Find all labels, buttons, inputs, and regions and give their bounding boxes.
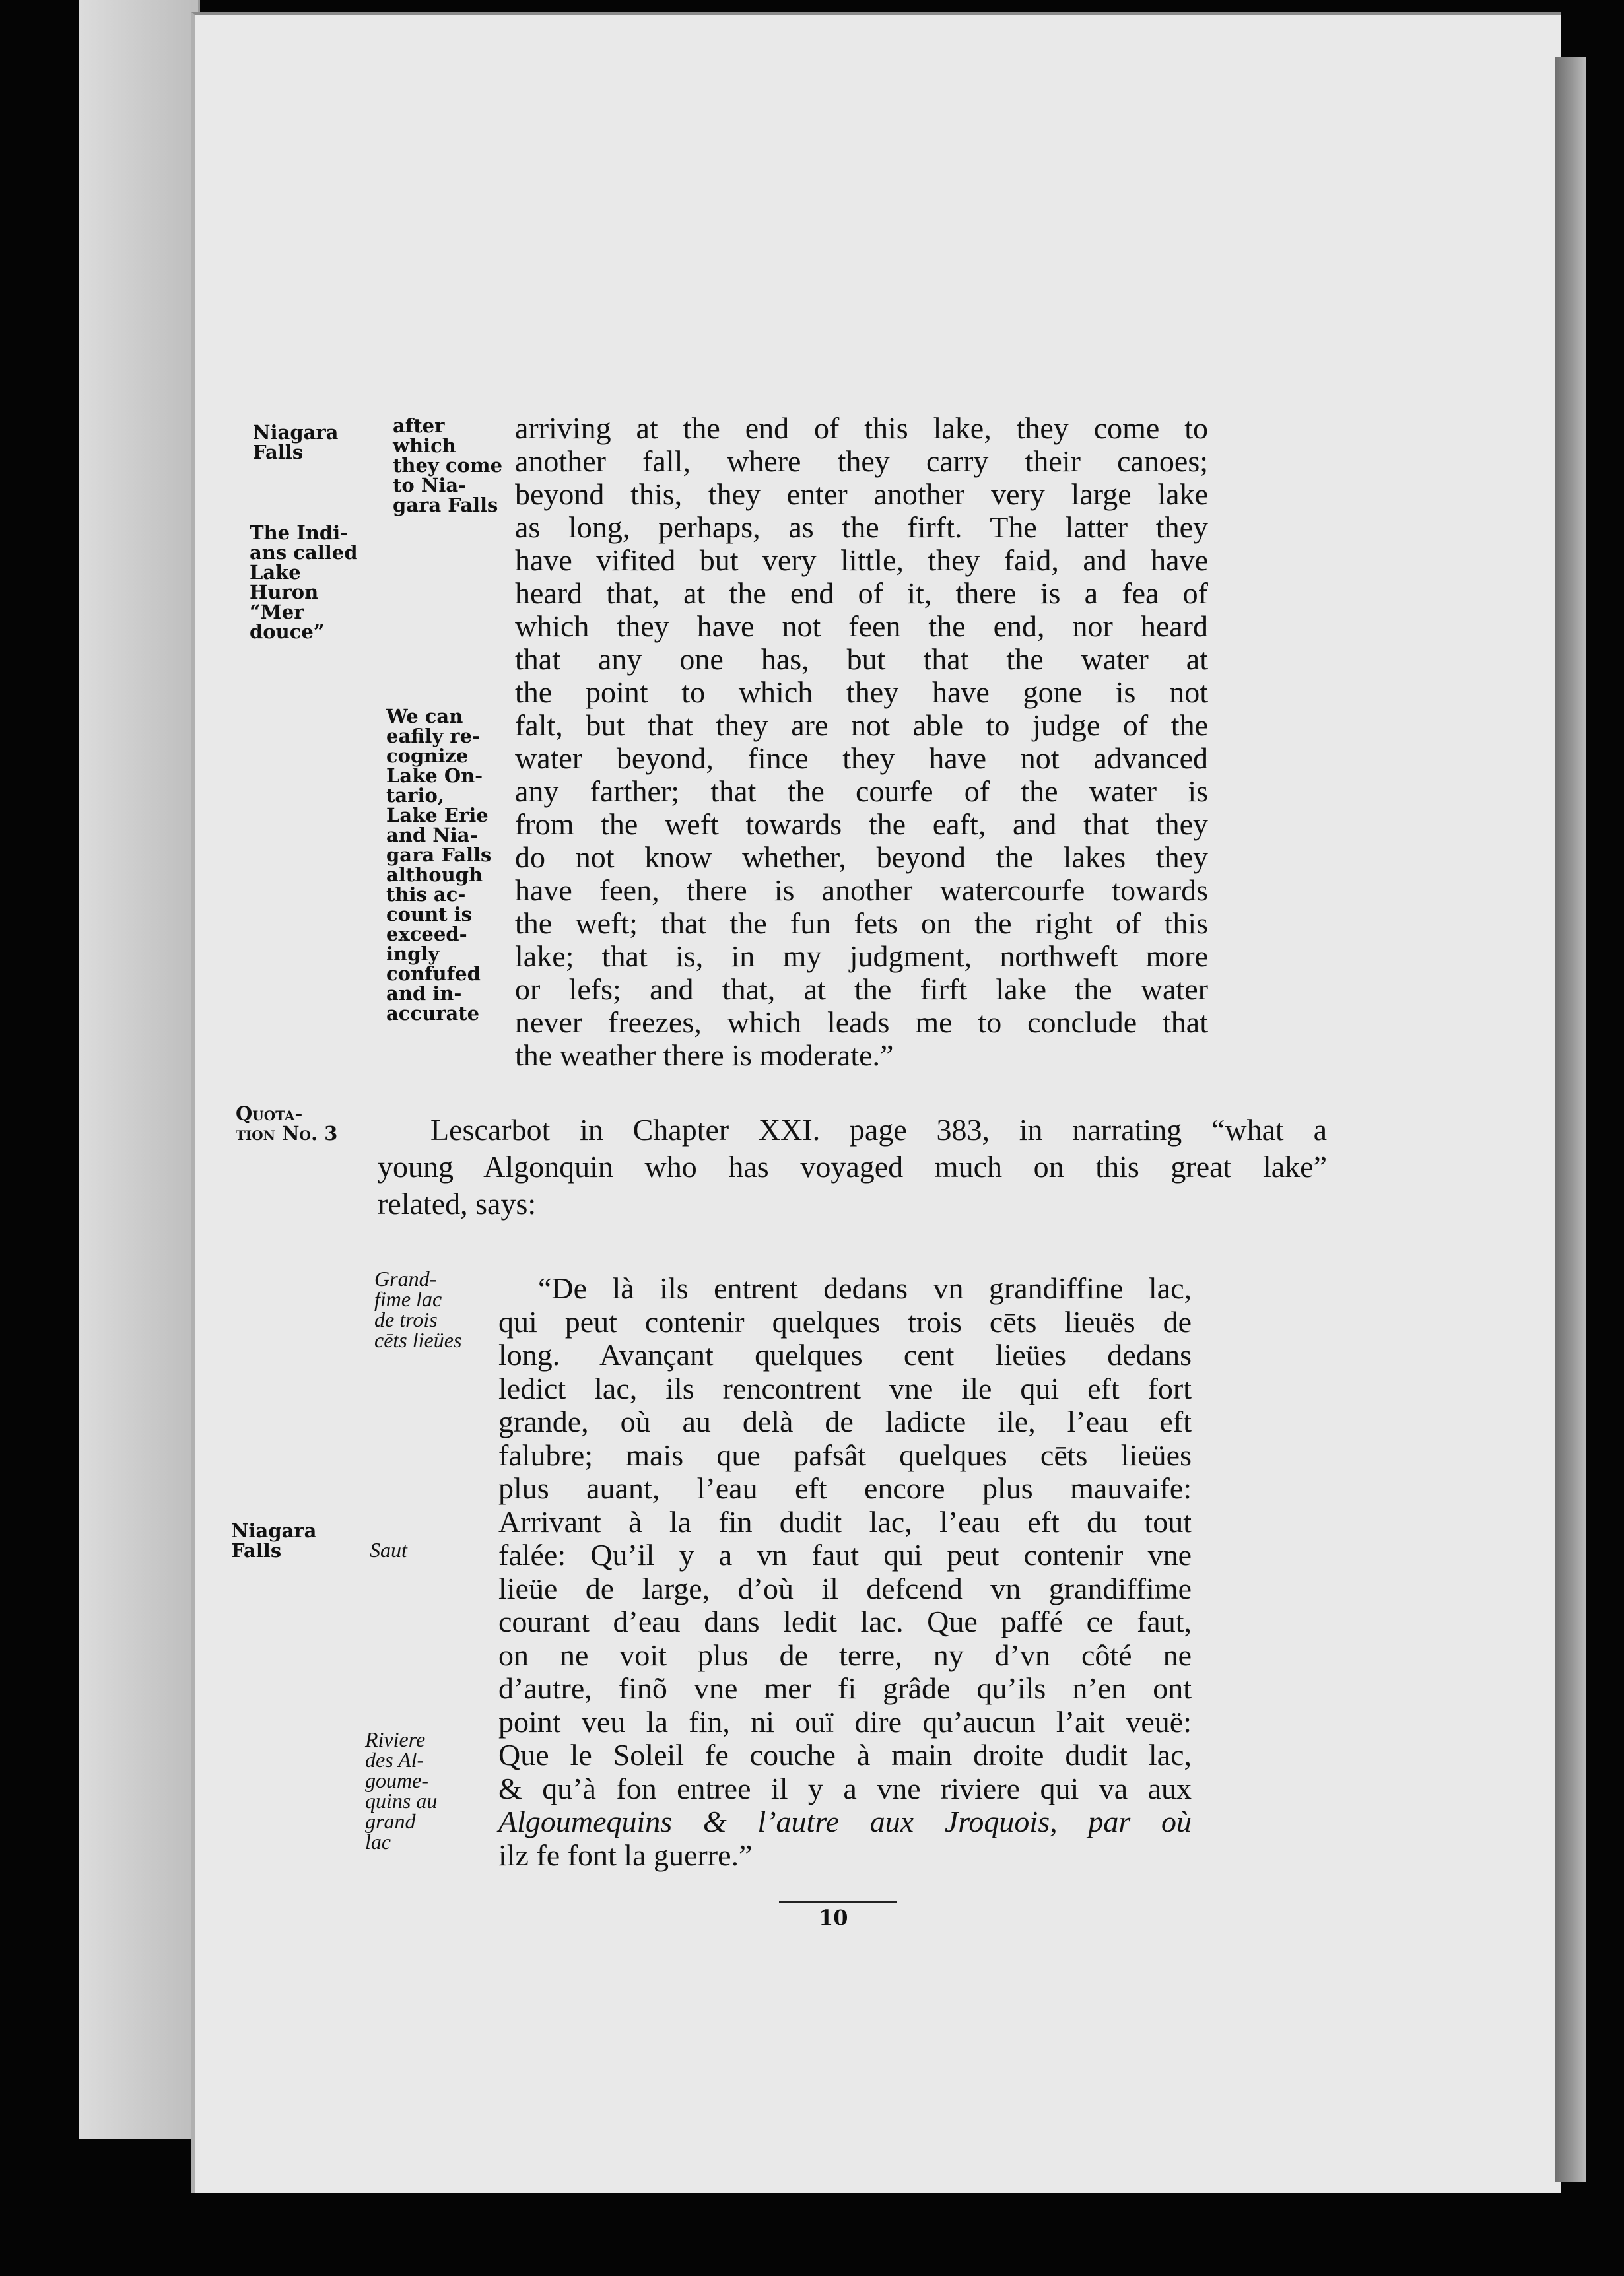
text-line: from the weft towards the eaft, and that they bbox=[515, 807, 1208, 841]
text-line: long. Avançant quelques cent lieües dedans bbox=[498, 1338, 1192, 1372]
text-line: falt, but that they are not able to judge of the bbox=[515, 708, 1208, 742]
page-number-rule bbox=[779, 1901, 897, 1903]
text-line: “De là ils entrent dedans vn grandiffine lac, bbox=[538, 1271, 1192, 1305]
text-line: lake; that is, in my judgment, northweft more bbox=[515, 939, 1208, 973]
text-line: lieüe de large, d’où il defcend vn grandiffime bbox=[498, 1571, 1192, 1605]
margin-note-after-which: after which they come to Nia- gara Falls bbox=[393, 415, 503, 516]
quotation-intro bbox=[378, 1112, 1327, 1223]
text-line: water beyond, fince they have not advanced bbox=[515, 741, 1208, 775]
text-line: as long, perhaps, as the firft. The latter they bbox=[515, 510, 1208, 544]
text-line: related, says: bbox=[378, 1187, 537, 1221]
text-line: on ne voit plus de terre, ny d’vn côté ne bbox=[498, 1638, 1192, 1672]
text-line: qui peut contenir quelques trois cēts lieuës de bbox=[498, 1304, 1192, 1339]
text-line: never freezes, which leads me to conclude that bbox=[515, 1005, 1208, 1039]
text-line: young Algonquin who has voyaged much on this great lake” bbox=[378, 1150, 1327, 1184]
margin-note-grandfime-lac: Grand- fime lac de trois cēts lieües bbox=[374, 1267, 462, 1352]
text-line: d’autre, finõ vne mer fi grâde qu’ils n’en ont bbox=[498, 1671, 1192, 1705]
book-right-edge bbox=[1555, 57, 1586, 2182]
text-line: the weft; that the fun fets on the right of this bbox=[515, 906, 1208, 940]
text-line: ledict lac, ils rencontrent vne ile qui eft fort bbox=[498, 1371, 1192, 1405]
text-line: do not know whether, beyond the lakes they bbox=[515, 840, 1208, 874]
text-line: courant d’eau dans ledit lac. Que paffé ce faut, bbox=[498, 1605, 1192, 1638]
text-line: which they have not feen the end, nor heard bbox=[515, 609, 1208, 643]
text-line: heard that, at the end of it, there is a fea of bbox=[515, 576, 1208, 610]
text-line: plus auant, l’eau eft encore plus mauvaife: bbox=[498, 1471, 1192, 1505]
text-line: Algoumequins & l’autre aux Jroquois, par où bbox=[498, 1805, 1192, 1838]
text-line: Arrivant à la fin dudit lac, l’eau eft du tout bbox=[498, 1504, 1192, 1539]
text-line: that any one has, but that the water at bbox=[515, 642, 1208, 676]
text-line: grande, où au delà de ladicte ile, l’eau eft bbox=[498, 1405, 1192, 1438]
text-line: falée: Qu’il y a vn faut qui peut contenir vne bbox=[498, 1538, 1192, 1572]
text-line: falubre; mais que pafsât quelques cēts lieües bbox=[498, 1438, 1192, 1472]
margin-note-niagara-falls: Niagara Falls bbox=[253, 421, 339, 463]
text-line: the weather there is moderate.” bbox=[515, 1038, 894, 1072]
page-number: 10 bbox=[819, 1905, 848, 1930]
margin-note-we-can-recognize: We can eafily re- cognize Lake On- tario, Lake Erie and Nia- gara Falls although this ac- count is exceed- ingly confufed and in- accurate bbox=[386, 705, 492, 1024]
text-line: point veu la fin, ni ouï dire qu’aucun l’ait veuë: bbox=[498, 1704, 1192, 1739]
text-line: the point to which they have gone is not bbox=[515, 675, 1208, 709]
text-line: & qu’à fon entree il y a vne riviere qui va aux bbox=[498, 1771, 1192, 1805]
text-line: any farther; that the courfe of the water is bbox=[515, 774, 1208, 808]
margin-note-indians-called-huron: The Indi- ans called Lake Huron “Mer douce” bbox=[250, 521, 358, 643]
text-line: have vifited but very little, they faid, and have bbox=[515, 543, 1208, 577]
text-line: beyond this, they enter another very large lake bbox=[515, 477, 1208, 511]
margin-note-quotation-number: Quota- tion No. 3 bbox=[236, 1102, 338, 1145]
margin-note-saut: Saut bbox=[370, 1538, 407, 1562]
text-line: or lefs; and that, at the firft lake the water bbox=[515, 972, 1208, 1006]
text-line: ilz fe font la guerre.” bbox=[498, 1838, 753, 1872]
margin-note-riviere-algoumequins: Riviere des Al- goume- quins au grand lac bbox=[365, 1727, 438, 1854]
french-quotation bbox=[498, 1271, 1192, 1871]
text-line: Lescarbot in Chapter XXI. page 383, in narrating “what a bbox=[430, 1113, 1327, 1147]
text-line: arriving at the end of this lake, they come to bbox=[515, 411, 1208, 445]
text-line: have feen, there is another watercourfe towards bbox=[515, 873, 1208, 907]
text-line: Que le Soleil fe couche à main droite dudit lac, bbox=[498, 1738, 1192, 1772]
main-paragraph bbox=[515, 411, 1208, 1071]
text-line: another fall, where they carry their canoes; bbox=[515, 444, 1208, 478]
margin-note-niagara-falls-2: Niagara Falls bbox=[231, 1520, 317, 1562]
book-left-margin bbox=[79, 0, 200, 2139]
